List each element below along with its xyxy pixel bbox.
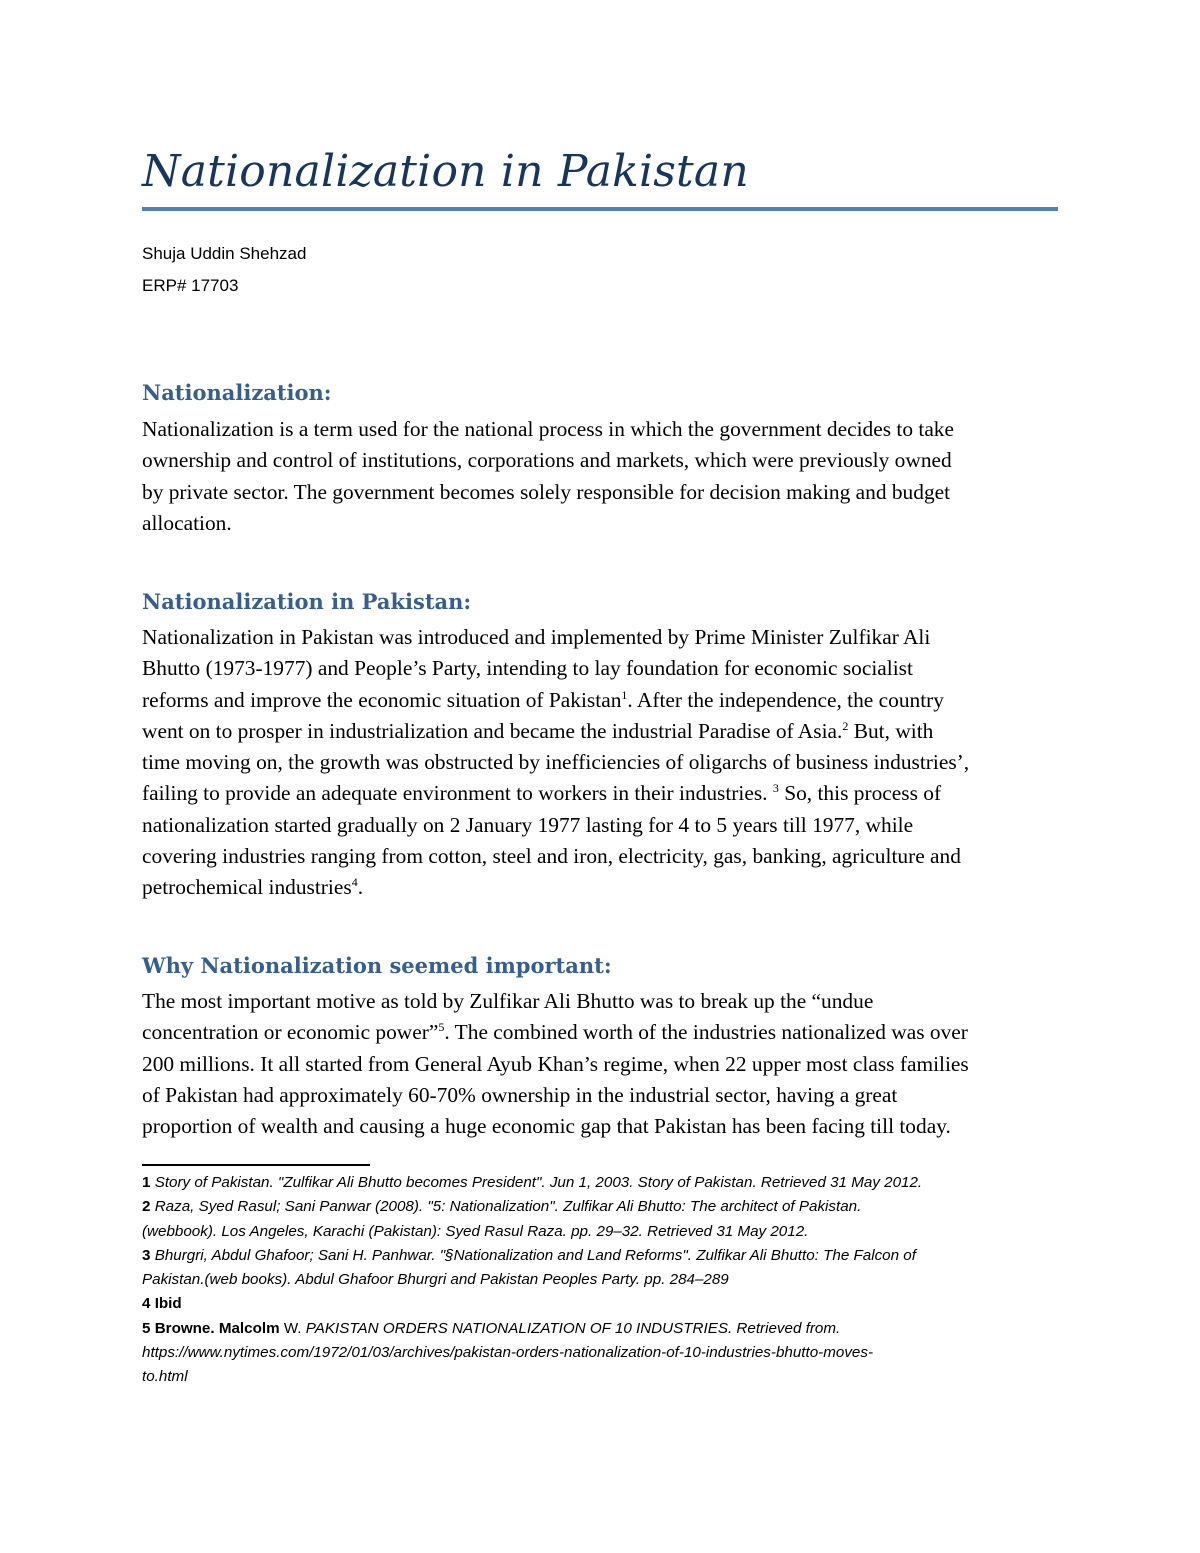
document-title: Nationalization in Pakistan: [142, 146, 749, 197]
footnote-separator: [142, 1164, 370, 1166]
line-text: . The combined worth of the industries nationalized was over: [444, 1020, 968, 1045]
section-heading-nationalization: Nationalization:: [142, 380, 332, 405]
paragraph-line: [142, 778, 1062, 809]
footnote-number: 5: [142, 1319, 151, 1337]
footnote-5-url[interactable]: https://www.nytimes.com/1972/01/03/archives/pakistan-orders-nationalization-of-10-industries-bhutto-moves-: [142, 1344, 874, 1362]
paragraph-line: [142, 685, 1062, 716]
paragraph-line: Bhutto (1973-1977) and People’s Party, intending to lay foundation for economic socialist: [142, 656, 913, 681]
line-text: failing to provide an adequate environment to workers in their industries.: [142, 781, 773, 806]
paragraph-line: [142, 872, 1062, 903]
paragraph-line: nationalization started gradually on 2 January 1977 lasting for 4 to 5 years till 1977, while: [142, 812, 914, 837]
footnote-text: Story of Pakistan. "Zulfikar Ali Bhutto becomes President". Jun 1, 2003. Story of Pakistan. Retrieved 31 May 2012.: [154, 1174, 923, 1191]
paragraph-line: of Pakistan had approximately 60-70% ownership in the industrial sector, having a great: [142, 1082, 898, 1107]
paragraph-line: allocation.: [142, 510, 232, 535]
footnote-text: Raza, Syed Rasul; Sani Panwar (2008). "5: Nationalization". Zulfikar Ali Bhutto: The architect of Pakistan.: [154, 1198, 862, 1216]
footnote-2-continued: (webbook). Los Angeles, Karachi (Pakistan): Syed Rasul Raza. pp. 29–32. Retrieved 31 May 2012.: [142, 1222, 809, 1240]
paragraph-line: [142, 716, 1062, 747]
footnote-ref-1[interactable]: 1: [621, 687, 628, 702]
footnote-text: Bhurgri, Abdul Ghafoor; Sani H. Panhwar. "§Nationalization and Land Reforms". Zulfikar Ali Bhutto: The Falcon of: [154, 1246, 916, 1264]
paragraph-line: by private sector. The government becomes solely responsible for decision making and budget: [142, 479, 951, 504]
line-text: reforms and improve the economic situation of Pakistan: [142, 687, 622, 712]
paragraph-line: Nationalization is a term used for the national process in which the government decides to take: [142, 417, 954, 441]
paragraph-line: covering industries ranging from cotton, steel and iron, electricity, gas, banking, agriculture and: [142, 844, 961, 869]
footnote-author: Browne. Malcolm: [154, 1319, 280, 1337]
footnote-5: [142, 1317, 1062, 1341]
footnote-number: 1: [142, 1174, 151, 1191]
footnote-5-url-continued[interactable]: to.html: [142, 1368, 188, 1386]
line-text: concentration or economic power”: [142, 1020, 439, 1045]
section-body-nationalization-in-pakistan: [142, 622, 1062, 904]
section-heading-why-nationalization: Why Nationalization seemed important:: [142, 953, 612, 978]
footnote-3: [142, 1244, 1062, 1268]
footnote-text: Ibid: [154, 1295, 182, 1313]
paragraph-line: time moving on, the growth was obstructed by inefficiencies of oligarchs of business industries’,: [142, 750, 970, 775]
line-text: . After the independence, the country: [627, 687, 944, 712]
paragraph-line: The most important motive as told by Zulfikar Ali Bhutto was to break up the “undue: [142, 989, 874, 1013]
line-text: .: [357, 875, 364, 900]
footnote-ref-4[interactable]: 4: [351, 875, 358, 890]
section-heading-nationalization-in-pakistan: Nationalization in Pakistan:: [142, 589, 472, 614]
section-body-why-nationalization: [142, 986, 1062, 1142]
footnote-2: [142, 1195, 1062, 1219]
author-name: Shuja Uddin Shehzad: [142, 244, 307, 263]
line-text: petrochemical industries: [142, 875, 352, 900]
footnote-ref-3[interactable]: 3: [772, 781, 779, 796]
title-underline: [142, 207, 1058, 211]
paragraph-line: [142, 1017, 1062, 1048]
footnote-number: 4: [142, 1295, 151, 1313]
line-text: went on to prosper in industrialization and became the industrial Paradise of Asia.: [142, 718, 843, 743]
footnote-3-continued: Pakistan.(web books). Abdul Ghafoor Bhurgri and Pakistan Peoples Party. pp. 284–289: [142, 1271, 729, 1289]
erp-number: ERP# 17703: [142, 276, 239, 295]
section-body-nationalization: [142, 414, 1062, 539]
footnote-number: 2: [142, 1198, 151, 1216]
paragraph-line: ownership and control of institutions, corporations and markets, which were previously owned: [142, 448, 952, 473]
footnote-ref-2[interactable]: 2: [842, 718, 849, 733]
footnote-ref-5[interactable]: 5: [438, 1020, 445, 1035]
footnote-initial: W.: [279, 1319, 306, 1337]
paragraph-line: Nationalization in Pakistan was introduced and implemented by Prime Minister Zulfikar Ali: [142, 625, 931, 649]
footnotes: [142, 1171, 1062, 1390]
footnote-4: [142, 1292, 1062, 1316]
line-text: But, with: [848, 718, 934, 743]
line-text: So, this process of: [778, 781, 942, 806]
footnote-1: [142, 1171, 1062, 1195]
paragraph-line: 200 millions. It all started from General Ayub Khan’s regime, when 22 upper most class families: [142, 1051, 969, 1076]
footnote-text: PAKISTAN ORDERS NATIONALIZATION OF 10 INDUSTRIES. Retrieved from.: [305, 1319, 841, 1337]
footnote-number: 3: [142, 1246, 151, 1264]
paragraph-line: proportion of wealth and causing a huge economic gap that Pakistan has been facing till today.: [142, 1114, 951, 1139]
